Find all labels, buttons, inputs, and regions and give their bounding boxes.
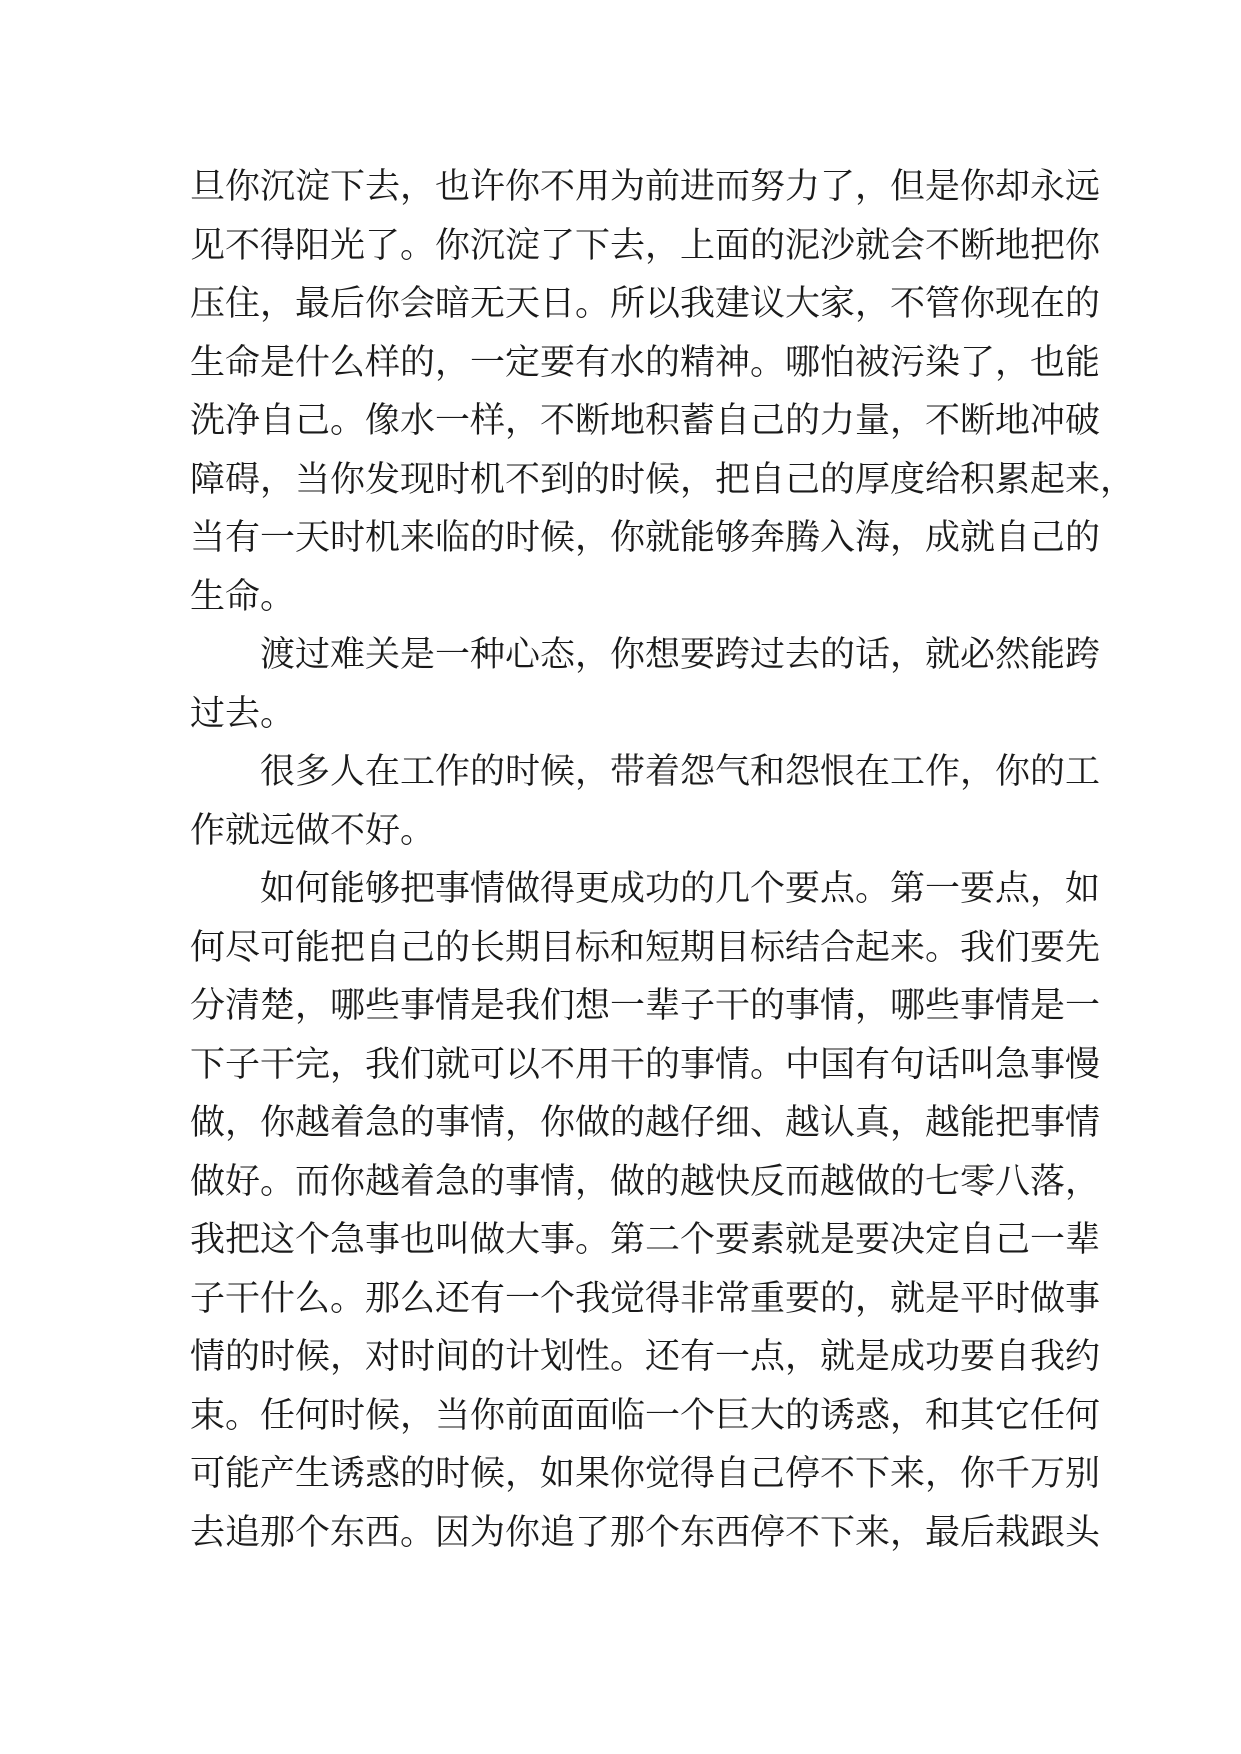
text-line: 我把这个急事也叫做大事。第二个要素就是要决定自己一辈 <box>190 1220 1101 1260</box>
text-line: 生命。 <box>190 576 296 617</box>
text-line: 作就远做不好。 <box>190 810 436 851</box>
text-line: 当有一天时机来临的时候，你就能够奔腾入海，成就自己的 <box>190 518 1101 558</box>
text-line: 洗净自己。像水一样，不断地积蓄自己的力量，不断地冲破 <box>190 401 1101 441</box>
text-line: 何尽可能把自己的长期目标和短期目标结合起来。我们要先 <box>190 927 1101 968</box>
text-line: 分清楚，哪些事情是我们想一辈子干的事情，哪些事情是一 <box>190 986 1101 1026</box>
body-text <box>190 158 1136 1562</box>
text-line: 束。任何时候，当你前面面临一个巨大的诱惑，和其它任何 <box>190 1395 1101 1436</box>
text-line: 去追那个东西。因为你追了那个东西停不下来，最后栽跟头 <box>190 1512 1101 1553</box>
paragraph-start-line: 渡过难关是一种心态，你想要跨过去的话，就必然能跨 <box>260 635 1101 675</box>
text-line: 下子干完，我们就可以不用干的事情。中国有句话叫急事慢 <box>190 1044 1101 1085</box>
text-line: 压住，最后你会暗无天日。所以我建议大家，不管你现在的 <box>190 284 1101 324</box>
text-line: 旦你沉淀下去，也许你不用为前进而努力了，但是你却永远 <box>190 167 1101 207</box>
text-line: 生命是什么样的，一定要有水的精神。哪怕被污染了，也能 <box>190 342 1101 383</box>
paragraph-start-line: 如何能够把事情做得更成功的几个要点。第一要点，如 <box>260 869 1101 909</box>
text-line: 可能产生诱惑的时候，如果你觉得自己停不下来，你千万别 <box>190 1454 1101 1494</box>
text-line: 过去。 <box>190 693 296 734</box>
text-line: 情的时候，对时间的计划性。还有一点，就是成功要自我约 <box>190 1337 1101 1377</box>
text-line: 做好。而你越着急的事情，做的越快反而越做的七零八落， <box>190 1161 1101 1202</box>
text-line: 见不得阳光了。你沉淀了下去，上面的泥沙就会不断地把你 <box>190 225 1101 266</box>
text-line: 子干什么。那么还有一个我觉得非常重要的，就是平时做事 <box>190 1278 1101 1319</box>
text-line: 障碍，当你发现时机不到的时候，把自己的厚度给积累起来， <box>190 459 1136 500</box>
paragraph-start-line: 很多人在工作的时候，带着怨气和怨恨在工作，你的工 <box>260 752 1101 792</box>
text-line: 做，你越着急的事情，你做的越仔细、越认真，越能把事情 <box>190 1103 1101 1143</box>
